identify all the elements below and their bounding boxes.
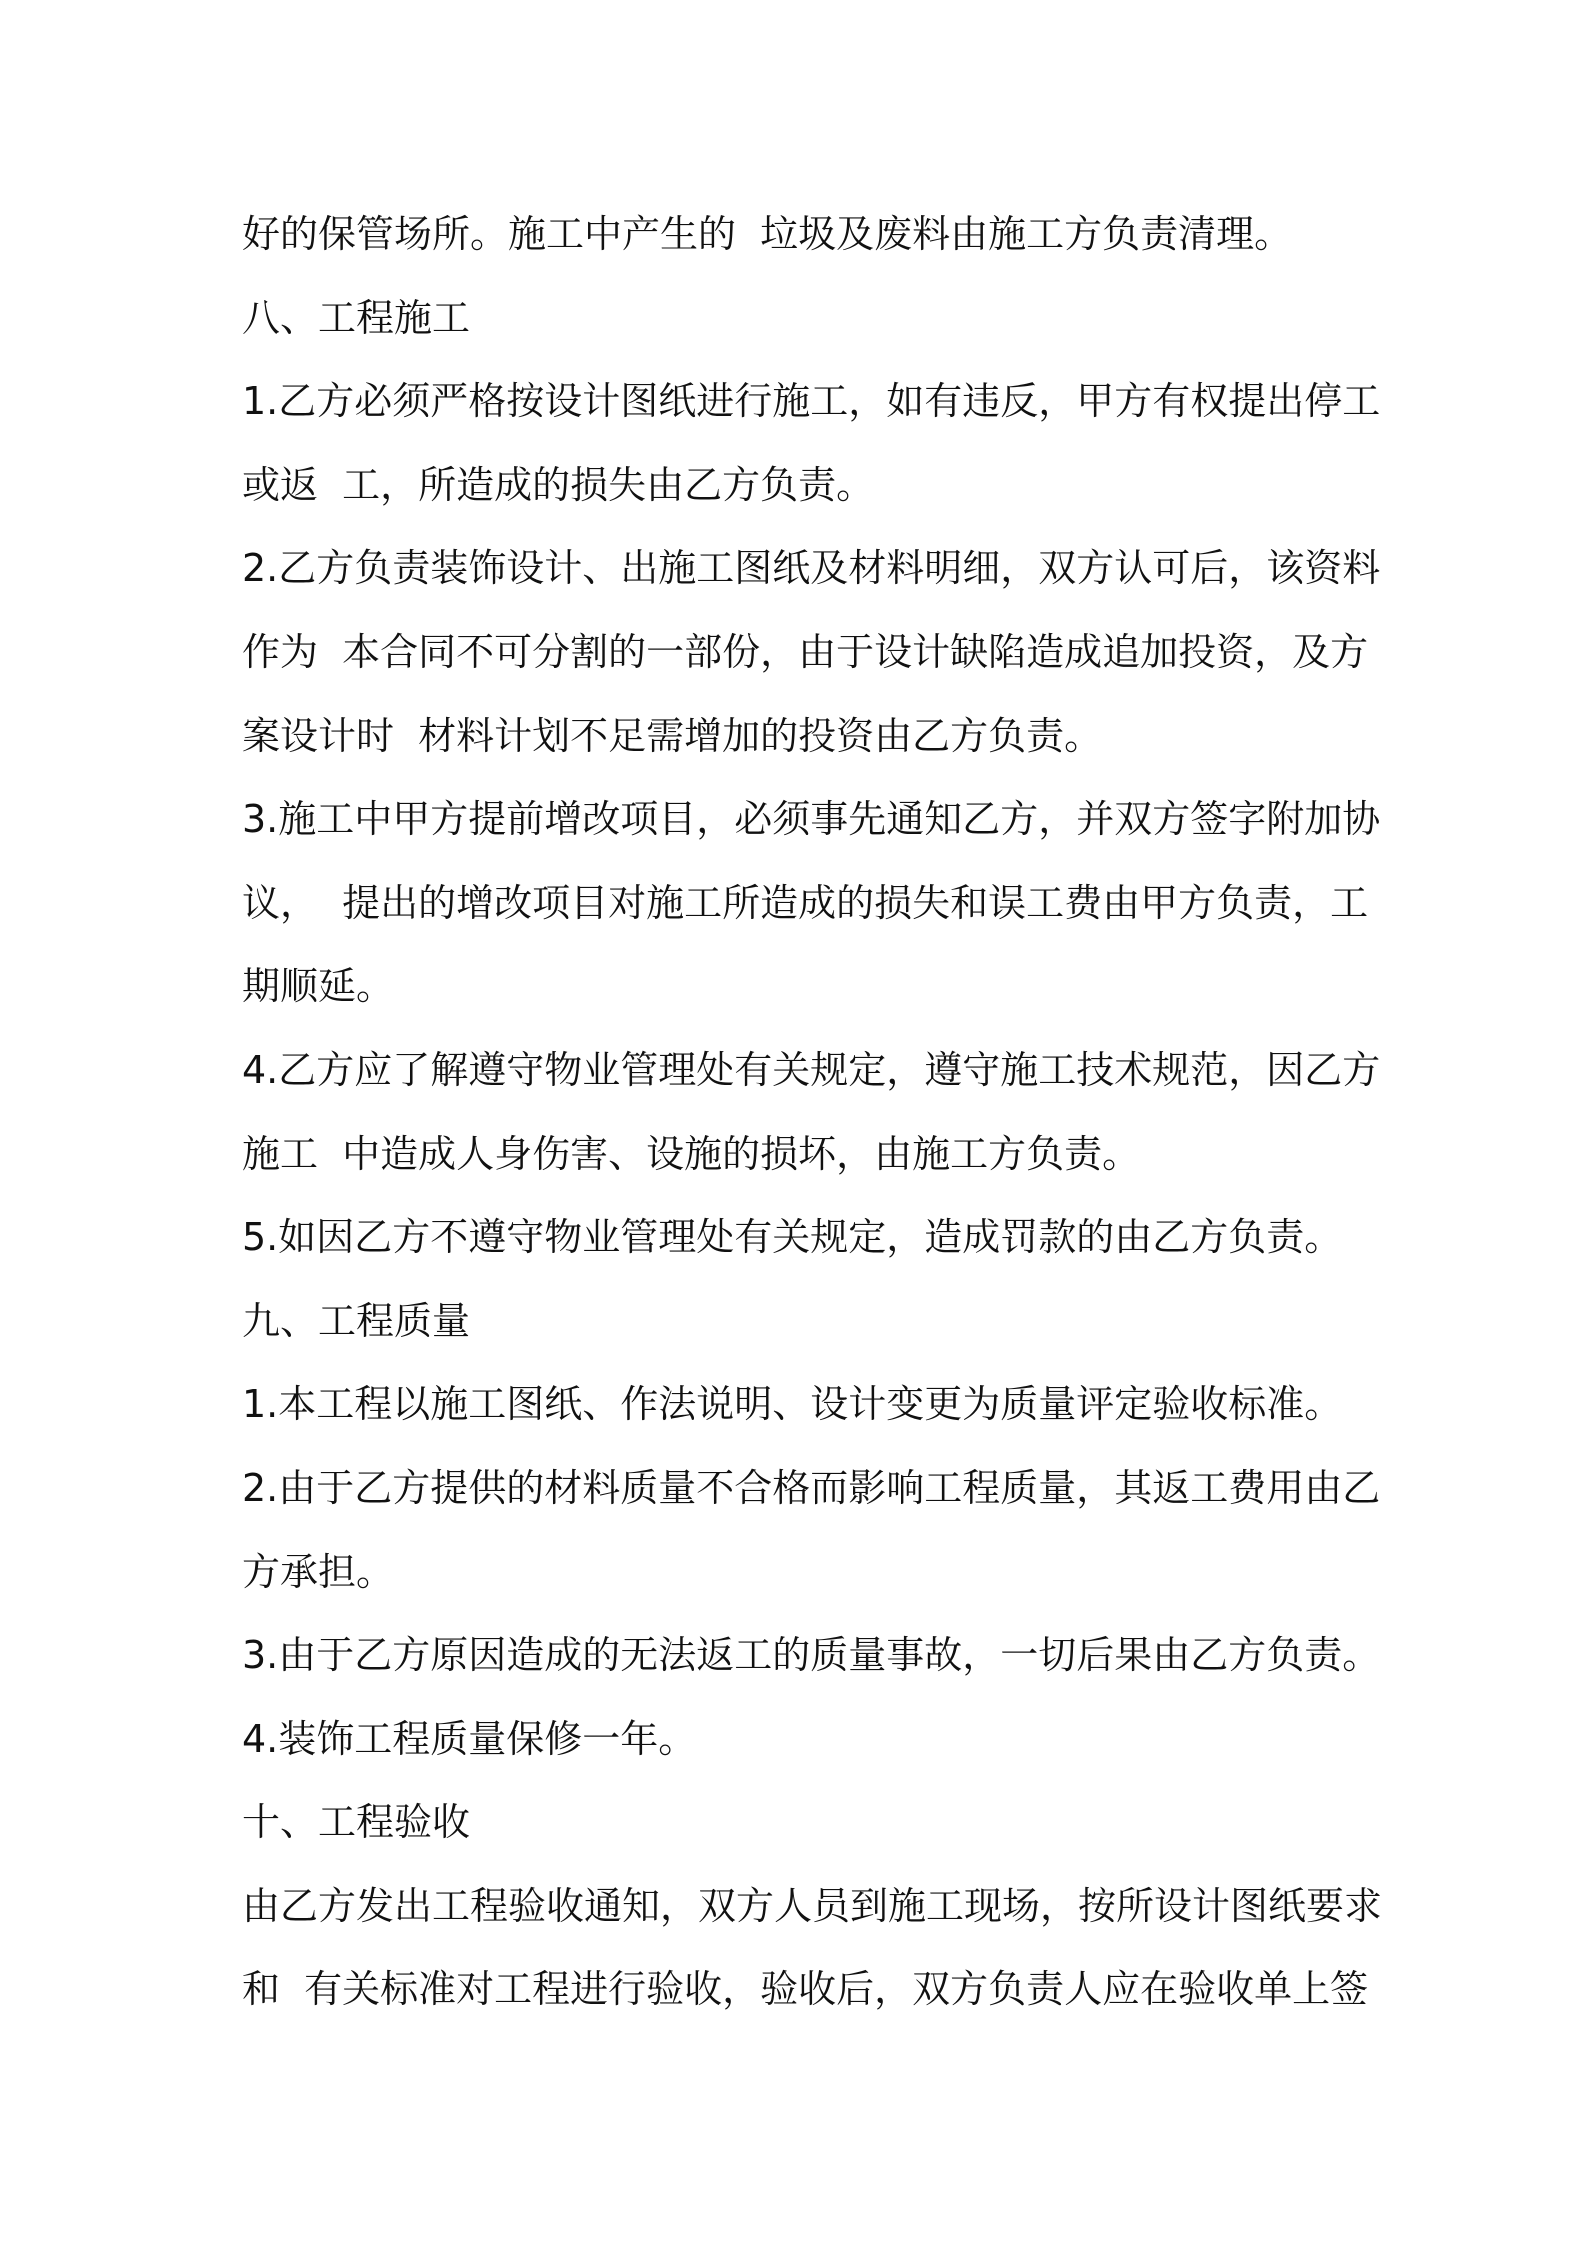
text-line: 1.本工程以施工图纸、作法说明、设计变更为质量评定验收标准。 — [242, 1382, 1343, 1427]
text-line: 议， 提出的增改项目对施工所造成的损失和误工费由甲方负责，工 — [242, 880, 1369, 925]
text-line: 3.由于乙方原因造成的无法返工的质量事故，一切后果由乙方负责。 — [242, 1633, 1381, 1678]
text-line: 2.乙方负责装饰设计、出施工图纸及材料明细，双方认可后，该资料 — [242, 546, 1381, 591]
text-line: 1.乙方必须严格按设计图纸进行施工，如有违反，甲方有权提出停工 — [242, 379, 1381, 424]
text-line: 方承担。 — [242, 1549, 395, 1594]
text-line: 好的保管场所。施工中产生的 垃圾及废料由施工方负责清理。 — [242, 212, 1293, 256]
text-line: 4.乙方应了解遵守物业管理处有关规定，遵守施工技术规范，因乙方 — [242, 1047, 1381, 1092]
text-line: 3.施工中甲方提前增改项目，必须事先通知乙方，并双方签字附加协 — [242, 797, 1381, 842]
text-line: 作为 本合同不可分割的一部份，由于设计缺陷造成追加投资，及方 — [242, 629, 1369, 674]
text-line: 4.装饰工程质量保修一年。 — [242, 1716, 697, 1761]
document-body — [242, 193, 1383, 2032]
text-line: 或返 工，所造成的损失由乙方负责。 — [242, 462, 875, 507]
text-line: 期顺延。 — [242, 964, 395, 1009]
text-line: 案设计时 材料计划不足需增加的投资由乙方负责。 — [242, 713, 1103, 758]
text-line: 5.如因乙方不遵守物业管理处有关规定，造成罚款的由乙方负责。 — [242, 1215, 1343, 1260]
text-line: 施工 中造成人身伤害、设施的损坏，由施工方负责。 — [242, 1131, 1141, 1176]
section-heading: 九、工程质量 — [242, 1298, 471, 1343]
text-line: 2.由于乙方提供的材料质量不合格而影响工程质量，其返工费用由乙 — [242, 1465, 1381, 1510]
text-line: 和 有关标准对工程进行验收，验收后，双方负责人应在验收单上签 — [242, 1967, 1369, 2012]
section-heading: 十、工程验收 — [242, 1800, 471, 1845]
text-line: 由乙方发出工程验收通知，双方人员到施工现场，按所设计图纸要求 — [242, 1883, 1383, 1928]
section-heading: 八、工程施工 — [242, 295, 471, 340]
